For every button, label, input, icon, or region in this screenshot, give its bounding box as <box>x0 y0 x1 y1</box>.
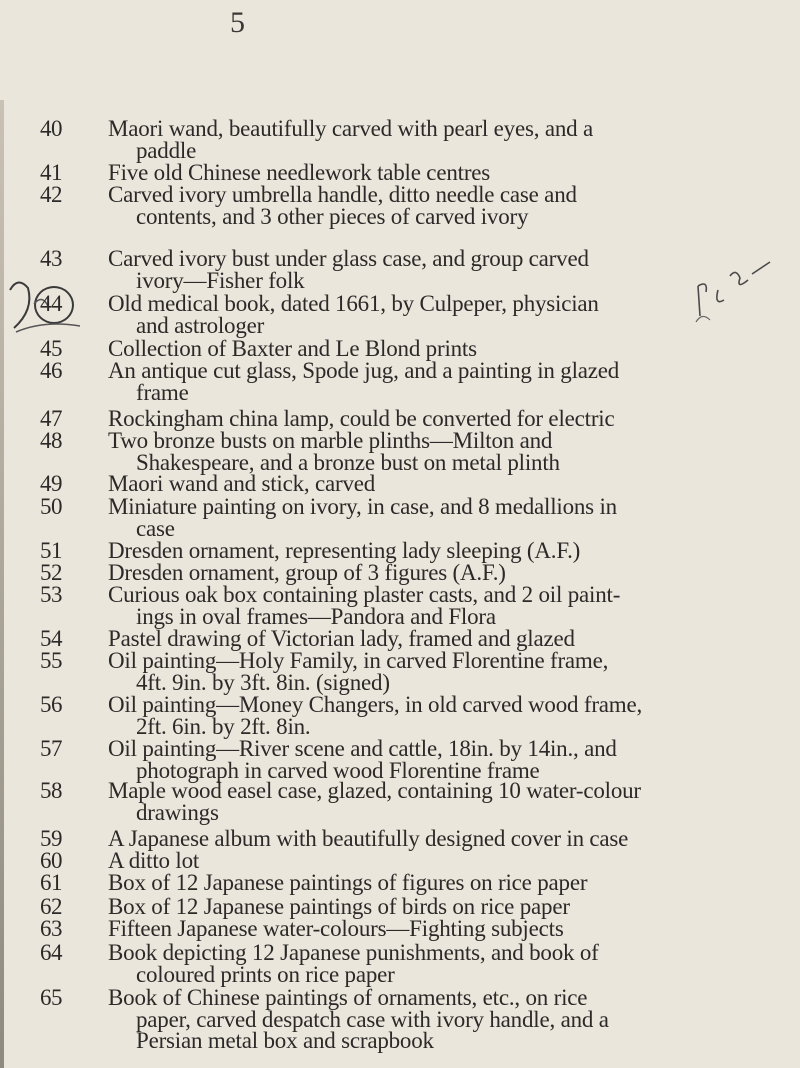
lot-description <box>108 694 718 737</box>
lot-description <box>108 850 718 872</box>
lot-description-line: Miniature painting on ivory, in case, and 8 medallions in <box>108 494 617 519</box>
lot-number: 61 <box>40 870 62 895</box>
lot-description-line: Two bronze busts on marble plinths—Milton and <box>108 428 553 453</box>
lot-number: 47 <box>40 406 62 431</box>
lot-description-line: and astrologer <box>136 312 265 338</box>
lot-description <box>108 987 718 1052</box>
lot-number: 59 <box>40 826 62 851</box>
lot-number: 63 <box>40 916 62 941</box>
lot-number: 60 <box>40 848 62 873</box>
lot-description-line: contents, and 3 other pieces of carved ivory <box>136 203 529 229</box>
lot-description-line: A Japanese album with beautifully designed cover in case <box>108 826 629 851</box>
lot-number: 41 <box>40 160 62 185</box>
lot-number: 54 <box>40 626 62 651</box>
lot-description-line: Shakespeare, and a bronze bust on metal plinth <box>136 449 560 475</box>
lot-description-line: Pastel drawing of Victorian lady, framed and glazed <box>108 626 575 651</box>
lot-description-line: paddle <box>136 137 197 163</box>
lot-description-line: case <box>136 515 175 541</box>
lot-description-line: frame <box>136 379 189 405</box>
lot-number: 43 <box>40 246 62 271</box>
lot-description-line: Box of 12 Japanese paintings of figures on rice paper <box>108 870 588 895</box>
lot-description-line: Five old Chinese needlework table centres <box>108 160 491 185</box>
lot-description-line: Carved ivory umbrella handle, ditto needle case and <box>108 182 577 207</box>
lot-number: 53 <box>40 582 62 607</box>
lot-description-line: ings in oval frames—Pandora and Flora <box>136 603 496 629</box>
lot-description-line: Collection of Baxter and Le Blond prints <box>108 336 477 361</box>
lot-description <box>108 780 718 823</box>
lot-description <box>108 540 718 562</box>
lot-description-line: Maori wand, beautifully carved with pearl eyes, and a <box>108 116 593 141</box>
lot-number: 56 <box>40 692 62 717</box>
lot-number: 51 <box>40 538 62 563</box>
lot-number: 65 <box>40 985 62 1010</box>
lot-description <box>108 496 718 539</box>
lot-description <box>108 584 718 627</box>
page-number: 5 <box>230 6 245 39</box>
lot-description-line: drawings <box>136 799 219 825</box>
lot-description-line: Fifteen Japanese water-colours—Fighting subjects <box>108 916 564 941</box>
lot-description <box>108 184 718 227</box>
lot-description <box>108 430 718 473</box>
lot-description <box>108 338 718 360</box>
lot-description-line: 2ft. 6in. by 2ft. 8in. <box>136 713 311 739</box>
lot-description-line: ivory—Fisher folk <box>136 267 305 293</box>
lot-description <box>108 408 718 430</box>
lot-description-line: Oil painting—Money Changers, in old carved wood frame, <box>108 692 643 717</box>
lot-number: 57 <box>40 736 62 761</box>
lot-description <box>108 293 718 336</box>
lot-number: 58 <box>40 778 62 803</box>
lot-description <box>108 738 718 781</box>
lot-description-line: Maple wood easel case, glazed, containing 10 water-colour <box>108 778 641 803</box>
lot-number: 55 <box>40 648 62 673</box>
lot-description <box>108 360 718 403</box>
lot-description-line: Rockingham china lamp, could be converted for electric <box>108 406 615 431</box>
lot-description <box>108 942 718 985</box>
lot-description-line: Book of Chinese paintings of ornaments, etc., on rice <box>108 985 588 1010</box>
lot-description-line: An antique cut glass, Spode jug, and a painting in glazed <box>108 358 620 383</box>
lot-description-line: coloured prints on rice paper <box>136 961 395 987</box>
lot-description <box>108 828 718 850</box>
lot-description <box>108 872 718 894</box>
lot-description-line: Carved ivory bust under glass case, and group carved <box>108 246 589 271</box>
lot-description <box>108 896 718 918</box>
lot-description-line: Persian metal box and scrapbook <box>136 1028 434 1053</box>
lot-description-line: Old medical book, dated 1661, by Culpeper, physician <box>108 291 599 316</box>
page-edge <box>0 100 4 1068</box>
lot-description-line: A ditto lot <box>108 848 200 873</box>
lot-description-line: Curious oak box containing plaster casts, and 2 oil paint- <box>108 582 621 607</box>
lot-description <box>108 650 718 693</box>
lot-description-line: Oil painting—River scene and cattle, 18in. by 14in., and <box>108 736 617 761</box>
lot-number: 48 <box>40 428 62 453</box>
lot-number: 62 <box>40 894 62 919</box>
lot-description <box>108 118 718 161</box>
lot-number: 64 <box>40 940 62 965</box>
lot-description-line: Box of 12 Japanese paintings of birds on rice paper <box>108 894 570 919</box>
lot-number: 44 <box>40 291 62 316</box>
lot-description <box>108 918 718 940</box>
lot-number: 40 <box>40 116 62 141</box>
lot-description-line: Maori wand and stick, carved <box>108 471 376 496</box>
lot-description <box>108 162 718 184</box>
lot-description-line: Dresden ornament, representing lady sleeping (A.F.) <box>108 538 581 563</box>
lot-number: 50 <box>40 494 62 519</box>
lot-number: 45 <box>40 336 62 361</box>
lot-number: 46 <box>40 358 62 383</box>
lot-description-line: paper, carved despatch case with ivory handle, and a <box>136 1006 609 1032</box>
lot-description <box>108 628 718 650</box>
lot-description-line: 4ft. 9in. by 3ft. 8in. (signed) <box>136 669 390 695</box>
lot-description-line: Oil painting—Holy Family, in carved Florentine frame, <box>108 648 609 673</box>
lot-description <box>108 248 718 291</box>
lot-description <box>108 562 718 584</box>
lot-number: 49 <box>40 471 62 496</box>
lot-number: 52 <box>40 560 62 585</box>
lot-description-line: photograph in carved wood Florentine frame <box>136 757 540 783</box>
lot-description-line: Book depicting 12 Japanese punishments, and book of <box>108 940 599 965</box>
lot-description-line: Dresden ornament, group of 3 figures (A.F.) <box>108 560 506 585</box>
lot-description <box>108 473 718 495</box>
lot-number: 42 <box>40 182 62 207</box>
